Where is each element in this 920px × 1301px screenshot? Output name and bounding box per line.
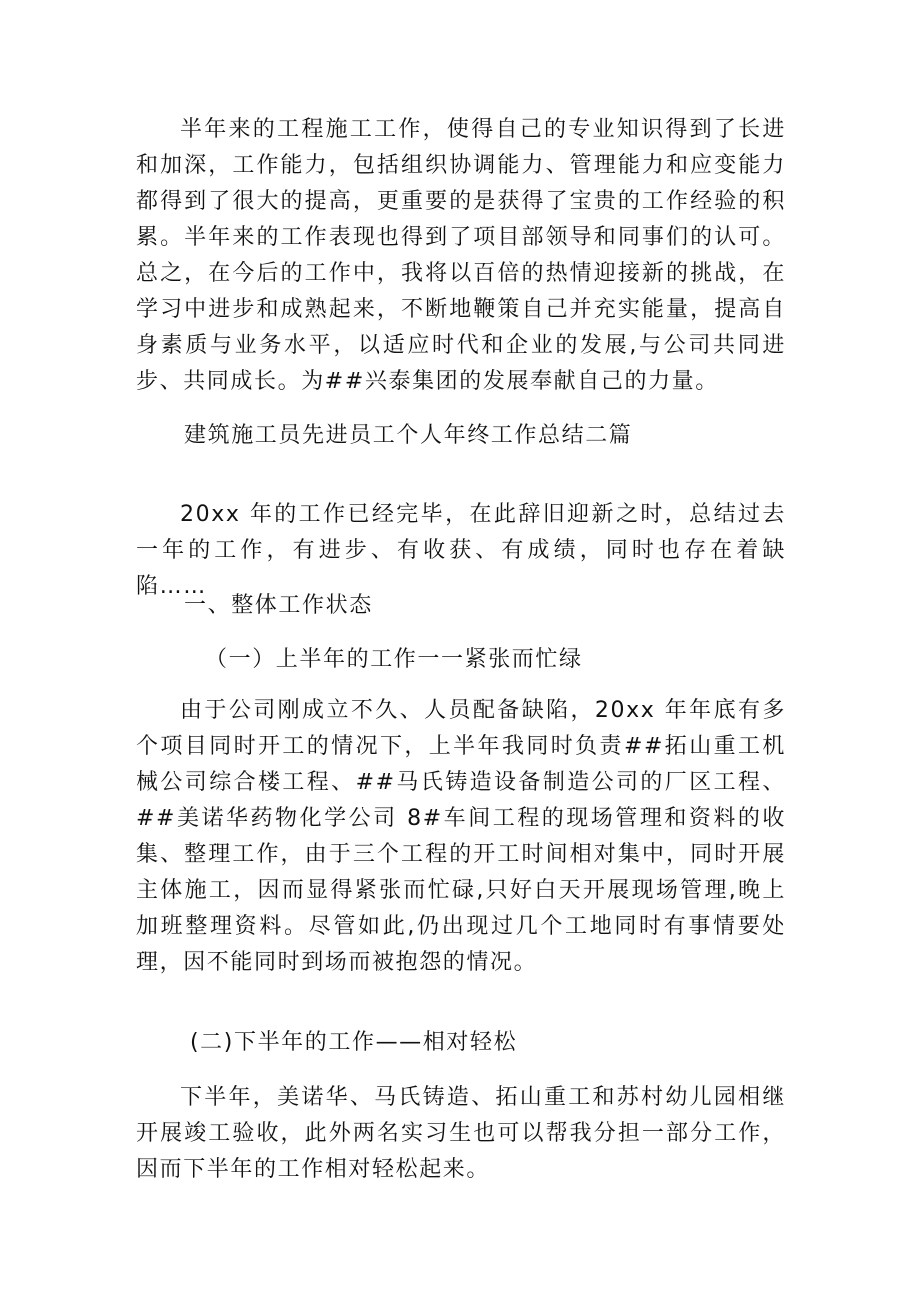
subsection-heading-second-half: (二)下半年的工作——相对轻松 — [190, 1030, 518, 1055]
section-heading-overall-status: 一、整体工作状态 — [184, 593, 373, 618]
paragraph-year-summary: 20xx 年的工作已经完毕，在此辞旧迎新之时，总结过去一年的工作，有进步、有收获、有成绩，同时也存在着缺陷…… — [136, 502, 786, 599]
article-title: 建筑施工员先进员工个人年终工作总结二篇 — [184, 423, 633, 448]
paragraph-second-half-work: 下半年，美诺华、马氏铸造、拓山重工和苏村幼儿园相继开展竣工验收，此外两名实习生也可以帮我分担一部分工作，因而下半年的工作相对轻松起来。 — [136, 1085, 786, 1182]
subsection-heading-first-half: （一）上半年的工作一一紧张而忙绿 — [205, 647, 583, 672]
paragraph-first-half-work: 由于公司刚成立不久、人员配备缺陷，20xx 年年底有多个项目同时开工的情况下，上半年我同时负责##拓山重工机械公司综合楼工程、##马氏铸造设备制造公司的厂区工程、##美诺华药物化学公司 8#车间工程的现场管理和资料的收集、整理工作，由于三个工程的开工时间相对集中，同时开展主体施工，因而显得紧张而忙碌,只好白天开展现场管理,晚上加班整理资料。尽管如此,仍出现过几个工地同时有事情要处理，因不能同时到场而被抱怨的情况。 — [136, 698, 786, 975]
paragraph-intro-summary: 半年来的工程施工工作，使得自己的专业知识得到了长进和加深，工作能力，包括组织协调能力、管理能力和应变能力都得到了很大的提高，更重要的是获得了宝贵的工作经验的积累。半年来的工作表现也得到了项目部领导和同事们的认可。总之，在今后的工作中，我将以百倍的热情迎接新的挑战，在学习中进步和成熟起来，不断地鞭策自己并充实能量，提高自身素质与业务水平，以适应时代和企业的发展,与公司共同进步、共同成长。为##兴泰集团的发展奉献自己的力量。 — [136, 117, 786, 394]
